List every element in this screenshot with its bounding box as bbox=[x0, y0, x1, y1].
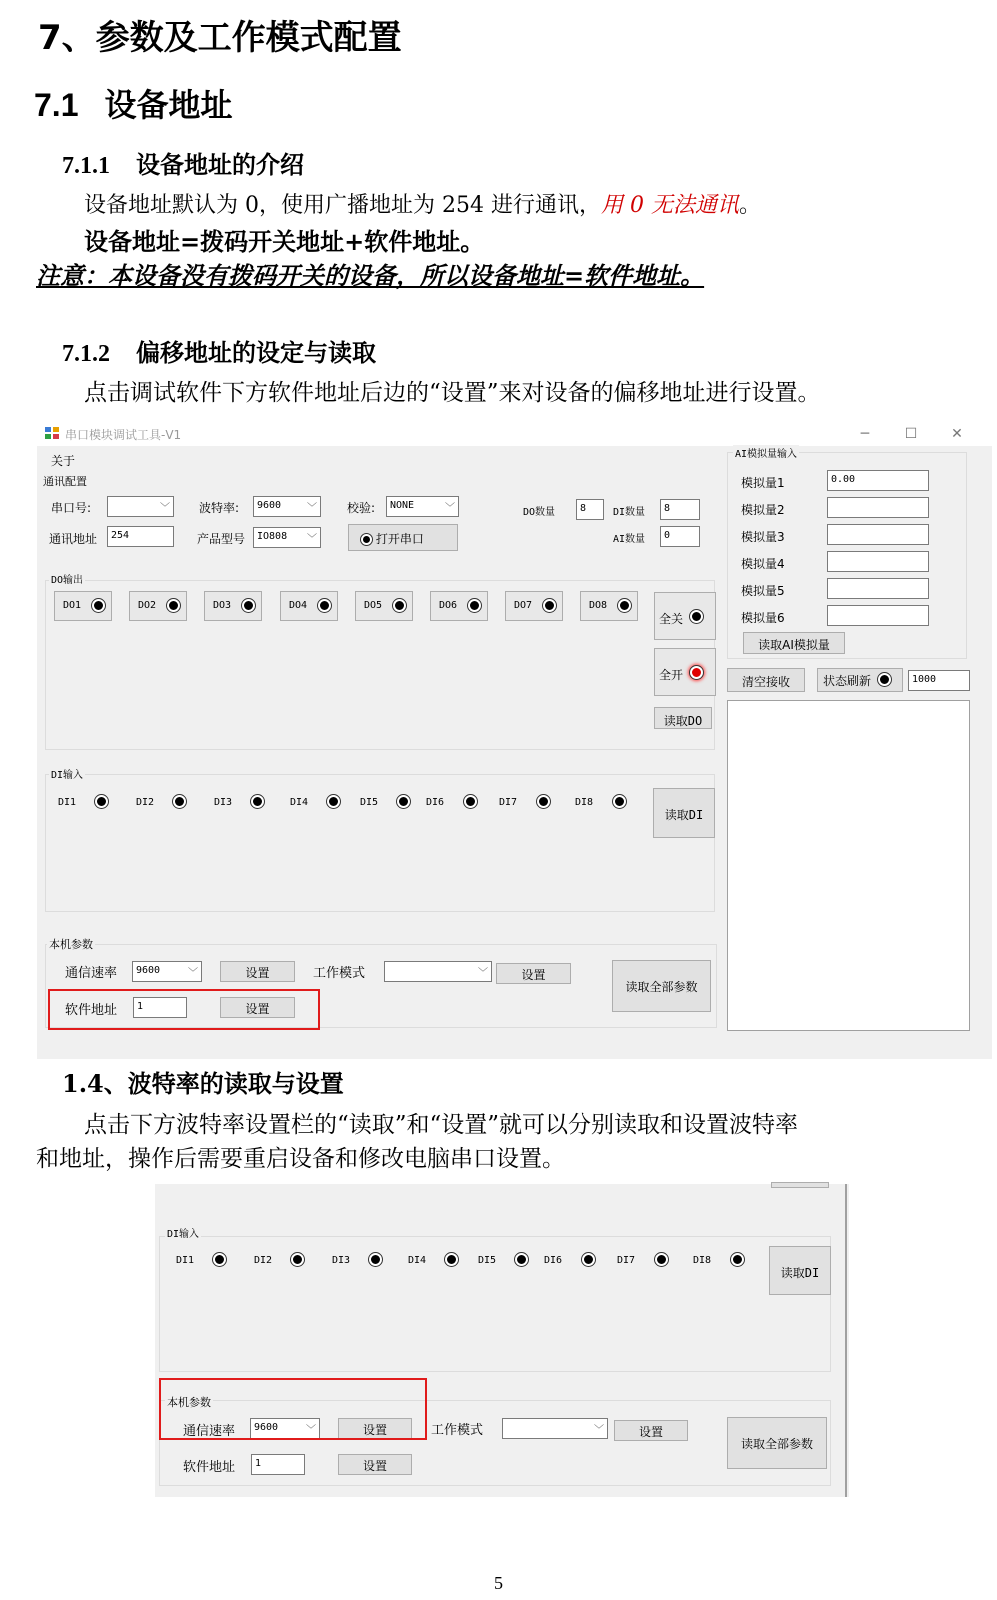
subsection-title: 偏移地址的设定与读取 bbox=[136, 338, 376, 367]
do-count-input[interactable]: 8 bbox=[576, 499, 604, 520]
note-text: 注意：本设备没有拨码开关的设备，所以设备地址=软件地址。 bbox=[36, 261, 705, 290]
ai-value-input-5[interactable] bbox=[827, 578, 929, 599]
paragraph-baud-b: 和地址，操作后需要重启设备和修改电脑串口设置。 bbox=[36, 1146, 565, 1172]
di-group-label: DI输入 bbox=[49, 766, 85, 781]
model-value: IO808 bbox=[257, 531, 288, 542]
open-port-label: 打开串口 bbox=[375, 532, 424, 546]
section-heading-7-1 bbox=[34, 80, 233, 126]
read-di-button[interactable]: 读取DI bbox=[769, 1246, 831, 1295]
port-label: 串口号: bbox=[51, 501, 92, 515]
do-label: DO3 bbox=[213, 600, 232, 611]
read-ai-button[interactable]: 读取AI模拟量 bbox=[743, 632, 845, 654]
section-title: 设备地址 bbox=[104, 86, 233, 124]
warning-text: 用 0 无法通讯 bbox=[600, 193, 739, 218]
highlight-box bbox=[159, 1378, 427, 1440]
status-led-icon bbox=[92, 599, 105, 612]
di-status-led-icon bbox=[251, 795, 264, 808]
status-led-icon bbox=[318, 599, 331, 612]
status-led-icon bbox=[361, 534, 372, 545]
soft-address-set-button[interactable]: 设置 bbox=[220, 997, 295, 1018]
do-toggle-7[interactable] bbox=[505, 591, 563, 621]
do-label: DO2 bbox=[138, 600, 157, 611]
close-icon[interactable]: ✕ bbox=[951, 426, 963, 442]
di-label-2: DI2 bbox=[254, 1255, 273, 1266]
baud-rate-label: 通信速率 bbox=[65, 966, 118, 981]
ai-count-input[interactable]: 0 bbox=[660, 526, 700, 547]
page-number: 5 bbox=[494, 1573, 503, 1593]
soft-address-label: 软件地址 bbox=[183, 1460, 236, 1475]
chapter-heading: 7、参数及工作模式配置 bbox=[38, 18, 402, 58]
di-label-1: DI1 bbox=[58, 797, 77, 808]
do-label: DO5 bbox=[364, 600, 383, 611]
soft-address-input[interactable]: 1 bbox=[251, 1454, 305, 1475]
di-status-led-icon bbox=[613, 795, 626, 808]
chevron-down-icon: ﹀ bbox=[307, 503, 317, 514]
chevron-down-icon: ﹀ bbox=[478, 968, 488, 979]
di-status-led-icon bbox=[173, 795, 186, 808]
window-title: 串口模块调试工具-V1 bbox=[65, 428, 182, 442]
di-label-7: DI7 bbox=[499, 797, 518, 808]
di-label-3: DI3 bbox=[214, 797, 233, 808]
di-label-1: DI1 bbox=[176, 1255, 195, 1266]
local-params-group-label: 本机参数 bbox=[167, 1396, 211, 1409]
do-count-label: DO数量 bbox=[523, 507, 556, 518]
di-label-5: DI5 bbox=[360, 797, 379, 808]
comm-address-input[interactable]: 254 bbox=[107, 526, 174, 547]
formula-text: 设备地址=拨码开关地址+软件地址。 bbox=[84, 227, 485, 256]
di-count-input[interactable]: 8 bbox=[660, 499, 700, 520]
chevron-down-icon: ﹀ bbox=[160, 503, 170, 514]
receive-textarea[interactable] bbox=[727, 700, 970, 1031]
port-select[interactable] bbox=[107, 496, 174, 517]
ai-count-label: AI数量 bbox=[613, 534, 646, 545]
do-label: DO1 bbox=[63, 600, 82, 611]
di-status-led-icon bbox=[369, 1253, 382, 1266]
work-mode-select[interactable] bbox=[502, 1418, 608, 1439]
di-label-8: DI8 bbox=[575, 797, 594, 808]
di-input-group bbox=[45, 774, 715, 912]
subsection-heading-7-1-1 bbox=[62, 145, 304, 180]
subsection-title: 设备地址的介绍 bbox=[136, 150, 304, 179]
para-text: 设备地址默认为 0，使用广播地址为 254 进行通讯， bbox=[84, 193, 601, 218]
model-label: 产品型号 bbox=[197, 532, 246, 546]
do-label: DO7 bbox=[514, 600, 533, 611]
parity-select[interactable] bbox=[386, 496, 459, 517]
parity-value: NONE bbox=[390, 500, 415, 511]
status-led-icon bbox=[242, 599, 255, 612]
ai-value-input-3[interactable] bbox=[827, 524, 929, 545]
di-label-8: DI8 bbox=[693, 1255, 712, 1266]
di-status-led-icon bbox=[213, 1253, 226, 1266]
status-refresh-toggle[interactable] bbox=[817, 668, 903, 692]
ai-label-2: 模拟量2 bbox=[741, 503, 785, 517]
di-status-led-icon bbox=[397, 795, 410, 808]
work-mode-set-button[interactable]: 设置 bbox=[614, 1420, 688, 1441]
read-do-button-partial[interactable] bbox=[771, 1182, 829, 1188]
do-label: DO4 bbox=[289, 600, 308, 611]
all-on-label: 全开 bbox=[659, 668, 684, 682]
section-number: 7.1 bbox=[34, 87, 79, 123]
comm-config-group-label: 通讯配置 bbox=[43, 475, 87, 488]
all-off-button[interactable] bbox=[654, 592, 716, 640]
subsection-number: 7.1.1 bbox=[62, 153, 110, 179]
ai-group-label: AI模拟量输入 bbox=[733, 445, 799, 460]
di-status-led-icon bbox=[537, 795, 550, 808]
di-label-4: DI4 bbox=[290, 797, 309, 808]
di-status-led-icon bbox=[327, 795, 340, 808]
di-label-2: DI2 bbox=[136, 797, 155, 808]
minimize-icon[interactable]: ─ bbox=[860, 426, 870, 442]
di-status-led-icon bbox=[445, 1253, 458, 1266]
do-toggle-6[interactable] bbox=[430, 591, 488, 621]
chevron-down-icon: ﹀ bbox=[307, 534, 317, 545]
all-off-label: 全关 bbox=[659, 612, 684, 626]
work-mode-label: 工作模式 bbox=[313, 966, 366, 981]
baud-rate-value: 9600 bbox=[254, 1422, 279, 1433]
status-led-red-icon bbox=[690, 666, 703, 679]
di-count-label: DI数量 bbox=[613, 507, 646, 518]
baud-value: 9600 bbox=[257, 500, 282, 511]
status-led-icon bbox=[167, 599, 180, 612]
subsection-heading-1-4: 1.4、波特率的读取与设置 bbox=[62, 1069, 344, 1098]
di-status-led-icon bbox=[731, 1253, 744, 1266]
status-led-icon bbox=[690, 610, 703, 623]
read-di-button[interactable]: 读取DI bbox=[653, 788, 715, 838]
read-all-params-button[interactable]: 读取全部参数 bbox=[612, 960, 711, 1012]
baud-rate-select[interactable] bbox=[132, 961, 202, 982]
soft-address-set-button[interactable]: 设置 bbox=[338, 1454, 412, 1475]
baud-set-button[interactable]: 设置 bbox=[338, 1418, 412, 1439]
work-mode-label: 工作模式 bbox=[431, 1423, 484, 1438]
app-icon bbox=[45, 427, 59, 439]
baud-label: 波特率: bbox=[199, 501, 240, 515]
menu-about[interactable]: 关于 bbox=[51, 454, 76, 468]
di-status-led-icon bbox=[582, 1253, 595, 1266]
soft-address-label: 软件地址 bbox=[65, 1003, 118, 1018]
work-mode-select[interactable] bbox=[384, 961, 492, 982]
ai-value-input-4[interactable] bbox=[827, 551, 929, 572]
di-label-5: DI5 bbox=[478, 1255, 497, 1266]
para-end: 。 bbox=[738, 193, 761, 218]
do-group-label: DO输出 bbox=[49, 571, 85, 586]
read-all-params-button[interactable]: 读取全部参数 bbox=[727, 1417, 827, 1469]
di-status-led-icon bbox=[515, 1253, 528, 1266]
soft-address-input[interactable]: 1 bbox=[133, 997, 187, 1018]
di-status-led-icon bbox=[291, 1253, 304, 1266]
di-label-6: DI6 bbox=[544, 1255, 563, 1266]
ai-label-5: 模拟量5 bbox=[741, 584, 785, 598]
app-window-screenshot-2 bbox=[155, 1184, 849, 1497]
do-toggle-8[interactable] bbox=[580, 591, 638, 621]
clear-receive-button[interactable]: 清空接收 bbox=[727, 668, 805, 692]
do-label: DO6 bbox=[439, 600, 458, 611]
work-mode-set-button[interactable]: 设置 bbox=[496, 963, 571, 984]
chevron-down-icon: ﹀ bbox=[306, 1425, 316, 1436]
highlight-box bbox=[48, 989, 320, 1030]
baud-set-button[interactable]: 设置 bbox=[220, 961, 295, 982]
di-status-led-icon bbox=[464, 795, 477, 808]
ai-value-input-1[interactable]: 0.00 bbox=[827, 470, 929, 491]
local-params-group-label: 本机参数 bbox=[49, 938, 93, 951]
chevron-down-icon: ﹀ bbox=[445, 503, 455, 514]
subsection-heading-7-1-2 bbox=[62, 333, 376, 368]
paragraph-baud-a: 点击下方波特率设置栏的“读取”和“设置”就可以分别读取和设置波特率 bbox=[84, 1112, 799, 1138]
status-led-icon bbox=[878, 673, 891, 686]
app-window-screenshot bbox=[37, 422, 992, 1059]
di-label-3: DI3 bbox=[332, 1255, 351, 1266]
model-select[interactable] bbox=[253, 527, 321, 548]
do-toggle-4[interactable] bbox=[280, 591, 338, 621]
divider bbox=[845, 1184, 847, 1497]
status-led-icon bbox=[543, 599, 556, 612]
chevron-down-icon: ﹀ bbox=[188, 968, 198, 979]
do-toggle-5[interactable] bbox=[355, 591, 413, 621]
comm-address-label: 通讯地址 bbox=[49, 532, 98, 546]
do-toggle-2[interactable] bbox=[129, 591, 187, 621]
ai-label-4: 模拟量4 bbox=[741, 557, 785, 571]
baud-rate-label: 通信速率 bbox=[183, 1424, 236, 1439]
status-led-icon bbox=[468, 599, 481, 612]
ai-value-input-6[interactable] bbox=[827, 605, 929, 626]
paragraph-address-intro bbox=[84, 188, 761, 219]
status-led-icon bbox=[393, 599, 406, 612]
di-label-7: DI7 bbox=[617, 1255, 636, 1266]
do-label: DO8 bbox=[589, 600, 608, 611]
di-group-label: DI输入 bbox=[165, 1225, 201, 1240]
baud-select[interactable] bbox=[253, 496, 321, 517]
ai-value-input-2[interactable] bbox=[827, 497, 929, 518]
read-do-button[interactable]: 读取DO bbox=[654, 707, 712, 729]
baud-rate-value: 9600 bbox=[136, 965, 161, 976]
all-on-button[interactable] bbox=[654, 648, 716, 696]
do-toggle-3[interactable] bbox=[204, 591, 262, 621]
title-bar bbox=[37, 422, 992, 446]
paragraph-offset-address: 点击调试软件下方软件地址后边的“设置”来对设备的偏移地址进行设置。 bbox=[84, 380, 821, 406]
subsection-number: 7.1.2 bbox=[62, 341, 110, 367]
chevron-down-icon: ﹀ bbox=[594, 1425, 604, 1436]
di-status-led-icon bbox=[95, 795, 108, 808]
refresh-interval-input[interactable]: 1000 bbox=[908, 670, 970, 691]
status-refresh-label: 状态刷新 bbox=[823, 674, 872, 688]
open-port-button[interactable] bbox=[348, 524, 458, 551]
status-led-icon bbox=[618, 599, 631, 612]
ai-label-1: 模拟量1 bbox=[741, 476, 785, 490]
parity-label: 校验: bbox=[347, 501, 376, 515]
di-label-6: DI6 bbox=[426, 797, 445, 808]
di-status-led-icon bbox=[655, 1253, 668, 1266]
ai-label-3: 模拟量3 bbox=[741, 530, 785, 544]
ai-label-6: 模拟量6 bbox=[741, 611, 785, 625]
do-toggle-1[interactable] bbox=[54, 591, 112, 621]
di-label-4: DI4 bbox=[408, 1255, 427, 1266]
maximize-icon[interactable]: ☐ bbox=[904, 426, 918, 442]
